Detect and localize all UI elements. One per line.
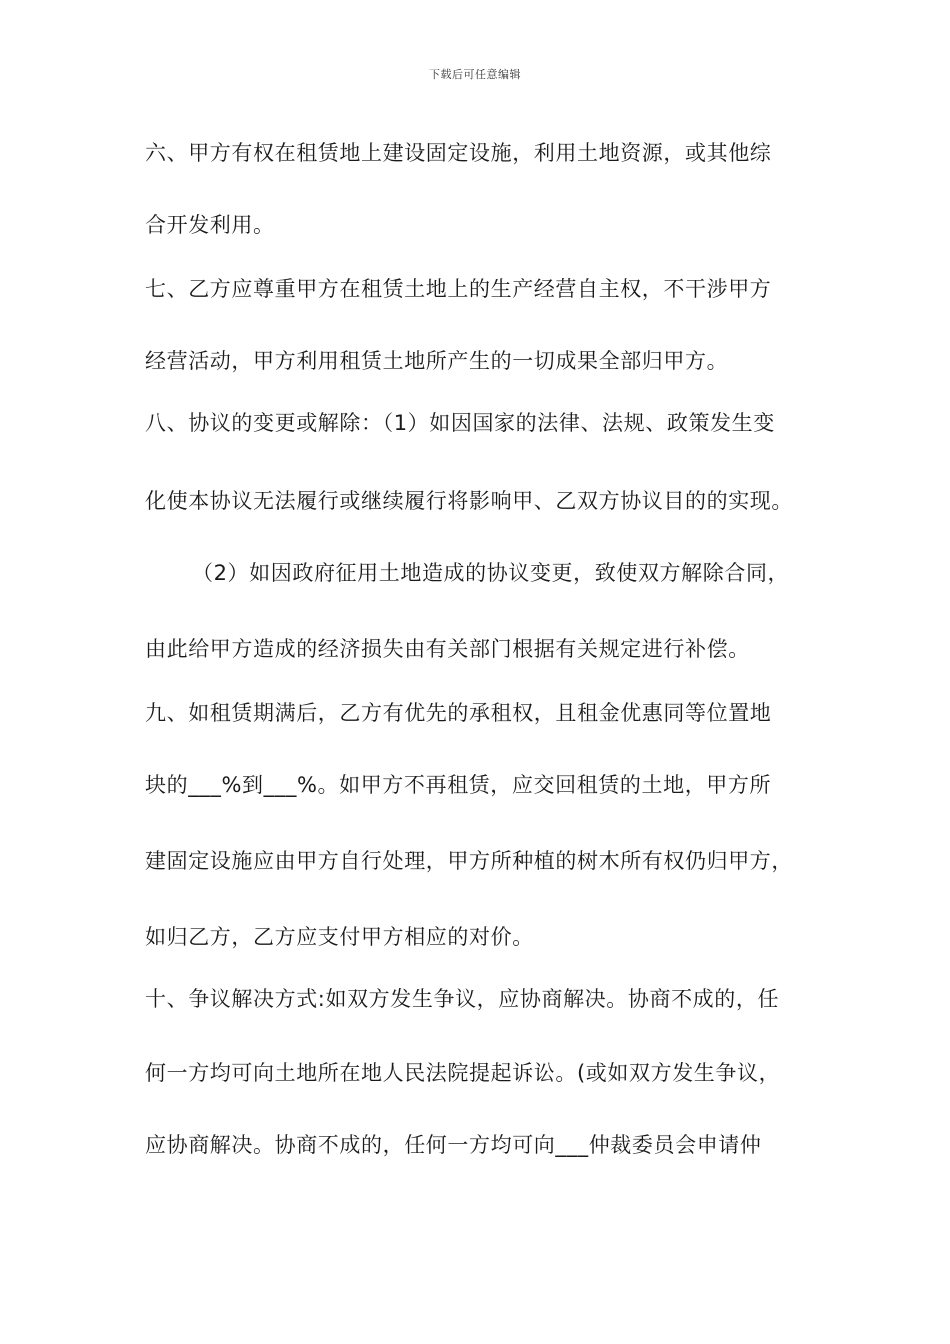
clause-7-line-2: 经营活动，甲方利用租赁土地所产生的一切成果全部归甲方。 [145,349,729,373]
clause-9-line-4: 如归乙方，乙方应支付甲方相应的对价。 [145,925,534,949]
clause-6-line-2: 合开发利用。 [145,213,275,237]
clause-9-line-1: 九、如租赁期满后，乙方有优先的承租权，且租金优惠同等位置地 [145,701,772,725]
clause-8-line-3: （2）如因政府征用土地造成的协议变更，致使双方解除合同， [192,561,790,585]
clause-10-line-1: 十、争议解决方式:如双方发生争议，应协商解决。协商不成的，任 [145,987,780,1011]
clause-8-line-1: 八、协议的变更或解除：（1）如因国家的法律、法规、政策发生变 [145,411,775,435]
clause-7-line-1: 七、乙方应尊重甲方在租赁土地上的生产经营自主权，不干涉甲方 [145,277,772,301]
clause-9-line-3: 建固定设施应由甲方自行处理，甲方所种植的树木所有权仍归甲方， [145,849,793,873]
clause-10-line-3: 应协商解决。协商不成的，任何一方均可向___仲裁委员会申请仲 [145,1133,762,1157]
clause-9-line-2: 块的___%到___%。如甲方不再租赁，应交回租赁的土地，甲方所 [145,773,772,797]
clause-10-line-2: 何一方均可向土地所在地人民法院提起诉讼。(或如双方发生争议， [145,1061,781,1085]
clause-8-line-2: 化使本协议无法履行或继续履行将影响甲、乙双方协议目的的实现。 [145,489,793,513]
clause-8-line-4: 由此给甲方造成的经济损失由有关部门根据有关规定进行补偿。 [145,637,750,661]
clause-6-line-1: 六、甲方有权在租赁地上建设固定设施，利用土地资源，或其他综 [145,141,772,165]
page-header-note: 下载后可任意编辑 [429,68,521,81]
